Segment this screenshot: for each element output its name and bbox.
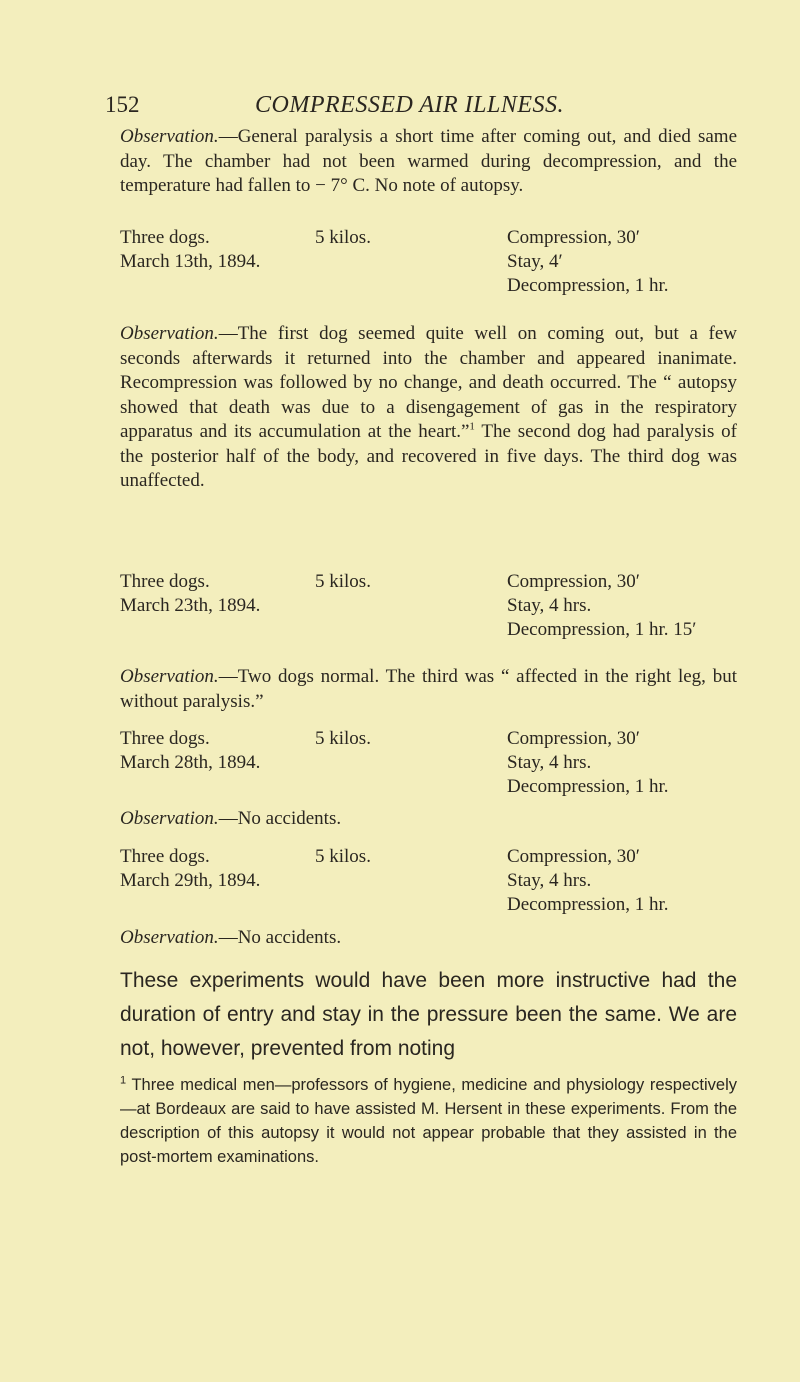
running-title: COMPRESSED AIR ILLNESS. — [255, 92, 565, 118]
observation-paragraph-2 — [120, 322, 737, 494]
body-paragraph: These experiments would have been more instructive had the duration of entry and stay in the pressure been the same. We are not, however, prevented from noting — [120, 969, 737, 1060]
observation-text: —Two dogs normal. The third was “ affected in the right leg, but without paralysis.” — [120, 666, 737, 712]
observation-lead: Observation. — [120, 808, 219, 829]
observation-lead: Observation. — [120, 126, 219, 147]
footnote-text: Three medical men—professors of hygiene, medicine and physiology respectively—at Bordeaux are said to have assisted M. Hersent in these experiments. From the description of this autopsy it would not appear probable that they assisted in the post-mortem examinations. — [120, 1076, 737, 1166]
observation-lead: Observation. — [120, 927, 219, 948]
observation-paragraph-5 — [120, 926, 341, 951]
experiment-decompression: Decompression, 1 hr. — [507, 275, 669, 296]
observation-text: —No accidents. — [218, 808, 342, 829]
experiment-compression: Compression, 30′ — [507, 571, 640, 592]
experiment-compression: Compression, 30′ — [507, 846, 640, 867]
experiment-entry-4 — [120, 845, 737, 919]
experiment-subjects: Three dogs. — [120, 846, 210, 867]
experiment-entry-2 — [120, 570, 737, 644]
experiment-weight: 5 kilos. — [315, 846, 371, 867]
observation-text: —No accidents. — [218, 927, 342, 948]
experiment-date: March 29th, 1894. — [120, 870, 261, 891]
experiment-weight: 5 kilos. — [315, 571, 371, 592]
footnote-reference: 1 — [469, 420, 475, 433]
experiment-stay: Stay, 4 hrs. — [507, 595, 592, 616]
observation-text-continued: The second dog had paralysis of the posterior half of the body, and recovered in five days. The third dog was unaffected. — [120, 421, 737, 491]
experiment-weight: 5 kilos. — [315, 227, 371, 248]
page-header — [105, 92, 745, 126]
experiment-date: March 23th, 1894. — [120, 595, 261, 616]
observation-paragraph-1 — [120, 125, 737, 199]
experiment-compression: Compression, 30′ — [507, 728, 640, 749]
experiment-date: March 28th, 1894. — [120, 752, 261, 773]
observation-lead: Observation. — [120, 323, 219, 344]
experiment-date: March 13th, 1894. — [120, 251, 261, 272]
observation-paragraph-3 — [120, 665, 737, 714]
experiment-subjects: Three dogs. — [120, 227, 210, 248]
page-number: 152 — [105, 92, 140, 117]
experiment-decompression: Decompression, 1 hr. 15′ — [507, 619, 697, 640]
experiment-stay: Stay, 4 hrs. — [507, 870, 592, 891]
experiment-decompression: Decompression, 1 hr. — [507, 894, 669, 915]
experiment-decompression: Decompression, 1 hr. — [507, 776, 669, 797]
footnote — [120, 1073, 737, 1169]
experiment-weight: 5 kilos. — [315, 728, 371, 749]
experiment-entry-1 — [120, 226, 737, 300]
observation-text: —The first dog seemed quite well on coming out, but a few seconds afterwards it returned into the chamber and appeared inanimate. Recompression was followed by no change, and death occurred. The “ autopsy showed that death was due to a disengagement of gas in the respiratory apparatus and its accumulation at the heart.” — [120, 323, 737, 442]
footnote-mark: 1 — [120, 1074, 127, 1087]
experiment-entry-3 — [120, 727, 737, 801]
experiment-subjects: Three dogs. — [120, 728, 210, 749]
experiment-subjects: Three dogs. — [120, 571, 210, 592]
observation-paragraph-4 — [120, 807, 341, 832]
experiment-stay: Stay, 4′ — [507, 251, 563, 272]
experiment-stay: Stay, 4 hrs. — [507, 752, 592, 773]
observation-lead: Observation. — [120, 666, 219, 687]
observation-text: —General paralysis a short time after coming out, and died same day. The chamber had not been warmed during decompression, and the temperature had fallen to − 7° C. No note of autopsy. — [120, 126, 737, 196]
experiment-compression: Compression, 30′ — [507, 227, 640, 248]
